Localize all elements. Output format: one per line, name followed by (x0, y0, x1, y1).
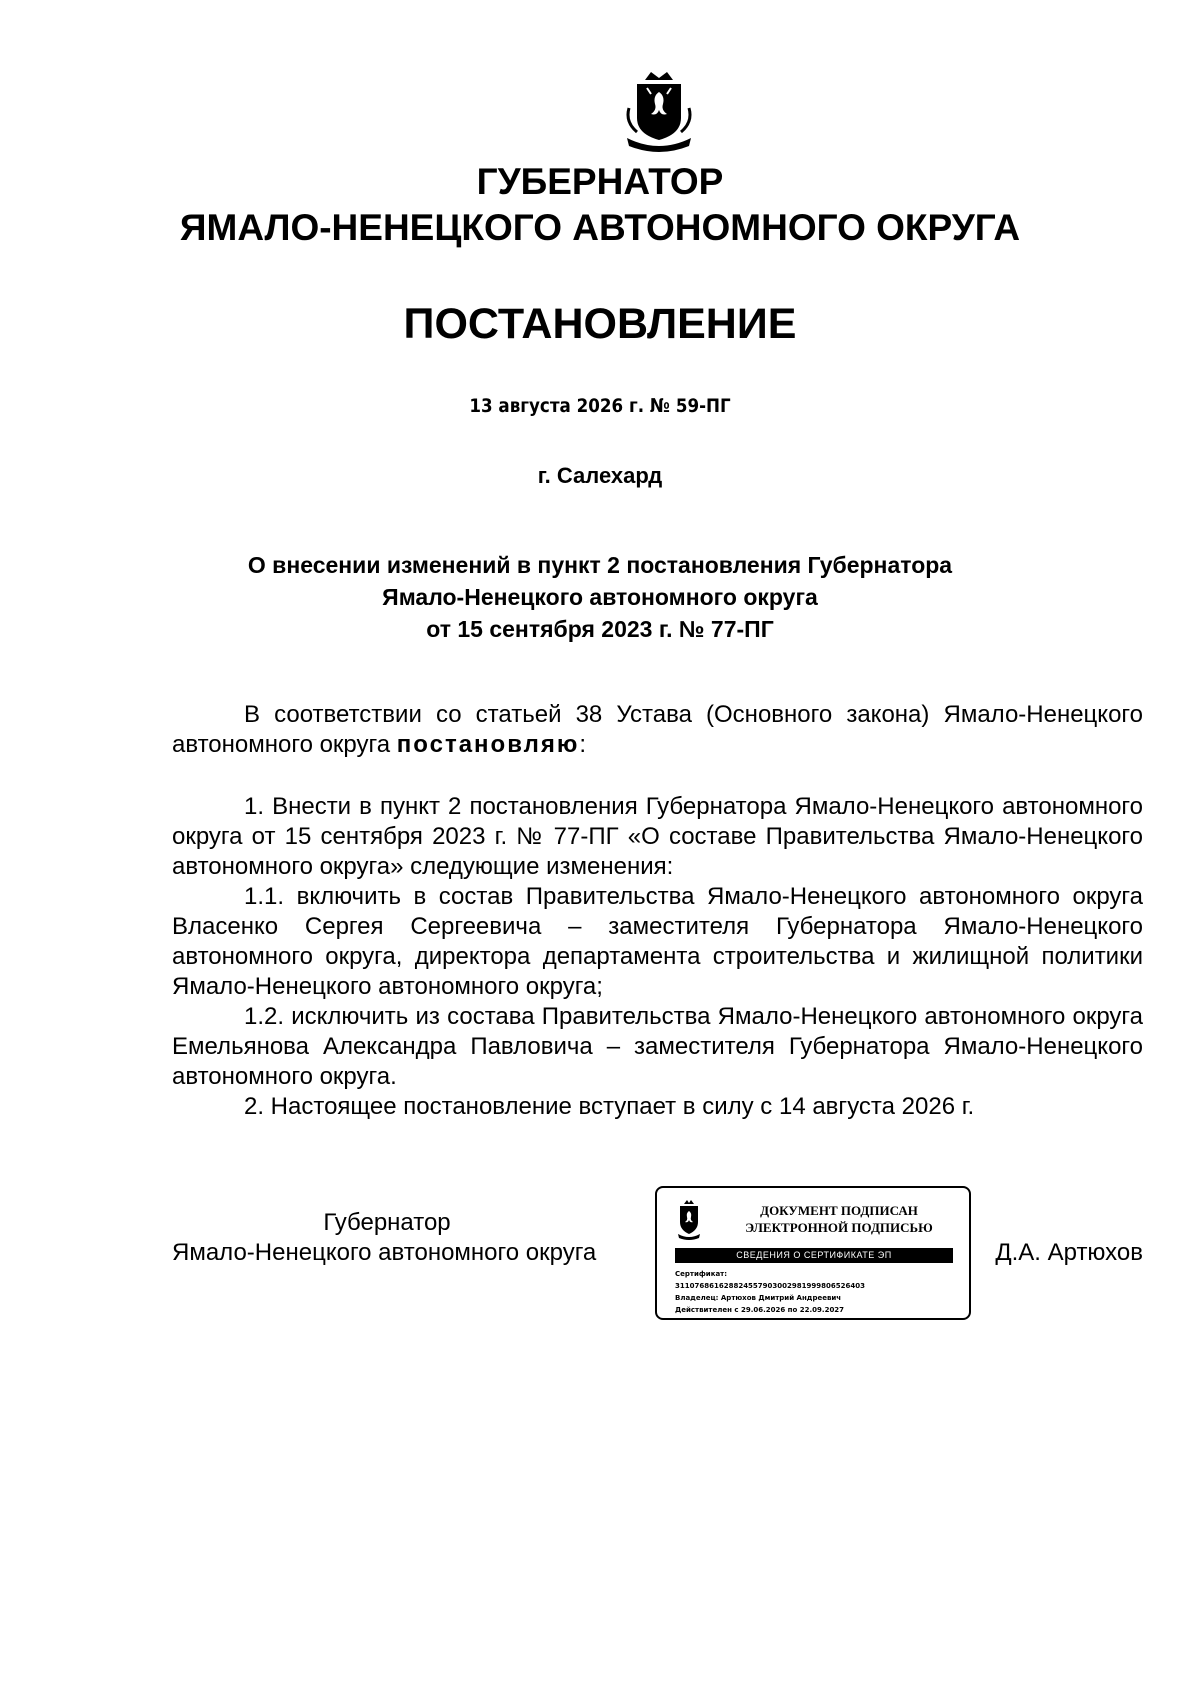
document-date-number: 13 августа 2026 г. № 59-ПГ (469, 395, 731, 417)
yamal-coat-of-arms-icon (623, 68, 695, 152)
signatory-title: Губернатор (323, 1209, 451, 1236)
stamp-title-line: ЭЛЕКТРОННОЙ ПОДПИСЬЮ (745, 1220, 933, 1235)
subject-line: О внесении изменений в пункт 2 постановления Губернатора (247, 552, 953, 578)
certificate-validity: Действителен с 29.06.2026 по 22.09.2027 (675, 1306, 845, 1314)
preamble-colon: : (579, 731, 587, 758)
authority-title: ГУБЕРНАТОР (476, 161, 724, 202)
preamble (172, 700, 1143, 760)
signer-name: Д.А. Артюхов (995, 1239, 1143, 1266)
resolution-item: 1.1. включить в состав Правительства Ямало-Ненецкого автономного округа Власенко Сергея Сергеевича – заместителя Губернатора Ямало-Ненецкого автономного округа, директора департамента строительства и жилищной политики Ямало-Ненецкого автономного округа; (172, 883, 1143, 1000)
certificate-number: 311076861628824557903002981999806526403 (675, 1282, 865, 1290)
stamp-title (719, 1202, 959, 1236)
electronic-signature-stamp (655, 1186, 971, 1320)
resolution-items (172, 792, 1143, 1122)
signatory-region: Ямало-Ненецкого автономного округа (172, 1239, 597, 1266)
authority-region: ЯМАЛО-НЕНЕЦКОГО АВТОНОМНОГО ОКРУГА (179, 207, 1021, 248)
document-city: г. Салехард (537, 463, 663, 488)
preamble-keyword: постановляю (396, 731, 580, 758)
certificate-label: Сертификат: (675, 1270, 728, 1278)
subject-line: Ямало-Ненецкого автономного округа (382, 584, 818, 610)
resolution-item: 1.2. исключить из состава Правительства Ямало-Ненецкого автономного округа Емельянова Александра Павловича – заместителя Губернатора Ямало-Ненецкого автономного округа. (172, 1003, 1143, 1090)
preamble-text: В соответствии со статьей 38 Устава (Основного закона) Ямало-Ненецкого автономного округа (172, 701, 1143, 758)
stamp-title-line: ДОКУМЕНТ ПОДПИСАН (760, 1203, 918, 1218)
signatory-position (172, 1208, 642, 1268)
certificate-info-bar: СВЕДЕНИЯ О СЕРТИФИКАТЕ ЭП (675, 1248, 953, 1263)
yamal-coat-of-arms-icon (677, 1200, 701, 1240)
document-type: ПОСТАНОВЛЕНИЕ (403, 300, 797, 348)
certificate-details (675, 1268, 865, 1316)
certificate-owner: Владелец: Артюхов Дмитрий Андреевич (675, 1294, 842, 1302)
resolution-item: 2. Настоящее постановление вступает в силу с 14 августа 2026 г. (244, 1093, 975, 1120)
subject-line: от 15 сентября 2023 г. № 77-ПГ (426, 616, 774, 642)
resolution-item: 1. Внести в пункт 2 постановления Губернатора Ямало-Ненецкого автономного округа от 15 сентября 2023 г. № 77-ПГ «О составе Правительства Ямало-Ненецкого автономного округа» следующие изменения: (172, 793, 1143, 880)
